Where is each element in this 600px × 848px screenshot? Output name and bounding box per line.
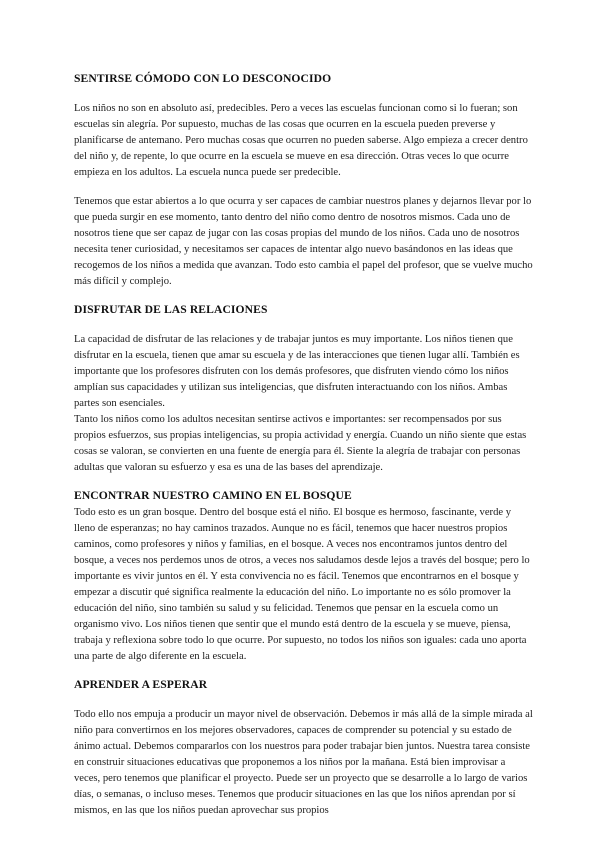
- heading-encontrar-camino: ENCONTRAR NUESTRO CAMINO EN EL BOSQUE: [74, 489, 352, 502]
- paragraph: Tanto los niños como los adultos necesitan sentirse activos e importantes: ser recompensados por sus propios esfuerzos, sus propias inteligencias, su propia actividad y energía. Cuando un niño siente que estas cosas se valoran, se convierten en una fuente de energía para él. Siente la alegría de trabajar con personas adultas que valoran su esfuerzo y esa es una de las bases del aprendizaje.: [74, 414, 527, 473]
- heading-sentirse-comodo: SENTIRSE CÓMODO CON LO DESCONOCIDO: [74, 72, 332, 85]
- heading-disfrutar-relaciones: DISFRUTAR DE LAS RELACIONES: [74, 303, 268, 316]
- paragraph: Los niños no son en absoluto así, predecibles. Pero a veces las escuelas funcionan como si lo fueran; son escuelas sin alegría. Por supuesto, muchas de las cosas que ocurren en la escuela pueden preverse y planificarse de antemano. Pero muchas cosas que ocurren no pueden saberse. Algo empieza a crecer dentro del niño y, de repente, lo que ocurre en la escuela se mueve en esa dirección. Otras veces lo que ocurre empieza en los adultos. La escuela nunca puede ser predecible.: [74, 103, 528, 178]
- heading-aprender-esperar: APRENDER A ESPERAR: [74, 678, 208, 691]
- paragraph: La capacidad de disfrutar de las relaciones y de trabajar juntos es muy importante. Los niños tienen que disfrutar en la escuela, tienen que amar su escuela y de las interacciones que tienen lugar allí. También es importante que los profesores disfruten con los demás profesores, que disfruten viendo cómo los niños amplían sus capacidades y utilizan sus inteligencias, que disfruten interactuando con los niños. Ambas partes son esenciales.: [74, 334, 520, 409]
- paragraph: Tenemos que estar abiertos a lo que ocurra y ser capaces de cambiar nuestros planes y dejarnos llevar por lo que pueda surgir en ese momento, tanto dentro del niño como dentro de nosotros mismos. Cada uno de nosotros tiene que ser capaz de jugar con las cosas propias del mundo de los niños. Cada uno de nosotros necesita tener curiosidad, y necesitamos ser capaces de intentar algo nuevo basándonos en las ideas que recogemos de los niños a medida que avanzan. Todo esto cambia el papel del profesor, que se vuelve mucho más difícil y complejo.: [74, 196, 533, 287]
- paragraph: Todo esto es un gran bosque. Dentro del bosque está el niño. El bosque es hermoso, fascinante, verde y lleno de esperanzas; no hay caminos trazados. Aunque no es fácil, tenemos que hacer nuestros propios caminos, como profesores y niños y familias, en el bosque. A veces nos encontramos juntos dentro del bosque, a veces nos perdemos unos de otros, a veces nos saludamos desde lejos a través del bosque; pero lo importante es vivir juntos en él. Y esta convivencia no es fácil. Tenemos que encontrarnos en el bosque y empezar a discutir qué significa realmente la educación del niño. Lo importante no es sólo promover la educación del niño, sino también su salud y su felicidad. Tenemos que pensar en la escuela como un organismo vivo. Los niños tienen que sentir que el mundo está dentro de la escuela y se mueve, piensa, trabaja y reflexiona sobre todo lo que ocurre. Por supuesto, no todos los niños son iguales: cada uno aporta una parte de algo diferente en la escuela.: [74, 507, 530, 662]
- paragraph: Todo ello nos empuja a producir un mayor nivel de observación. Debemos ir más allá de la simple mirada al niño para convertirnos en los mejores observadores, capaces de comprender su potencial y su estado de ánimo actual. Debemos compararlos con los nuestros para poder trabajar bien juntos. Nuestra tarea consiste en construir situaciones educativas que proponemos a los niños por la mañana. Está bien improvisar a veces, pero tenemos que planificar el proyecto. Puede ser un proyecto que se desarrolle a lo largo de varios días, o semanas, o incluso meses. Tenemos que producir situaciones en las que los niños aprendan por sí mismos, en las que los niños puedan aprovechar sus propios: [74, 709, 533, 816]
- document-body: [74, 72, 534, 819]
